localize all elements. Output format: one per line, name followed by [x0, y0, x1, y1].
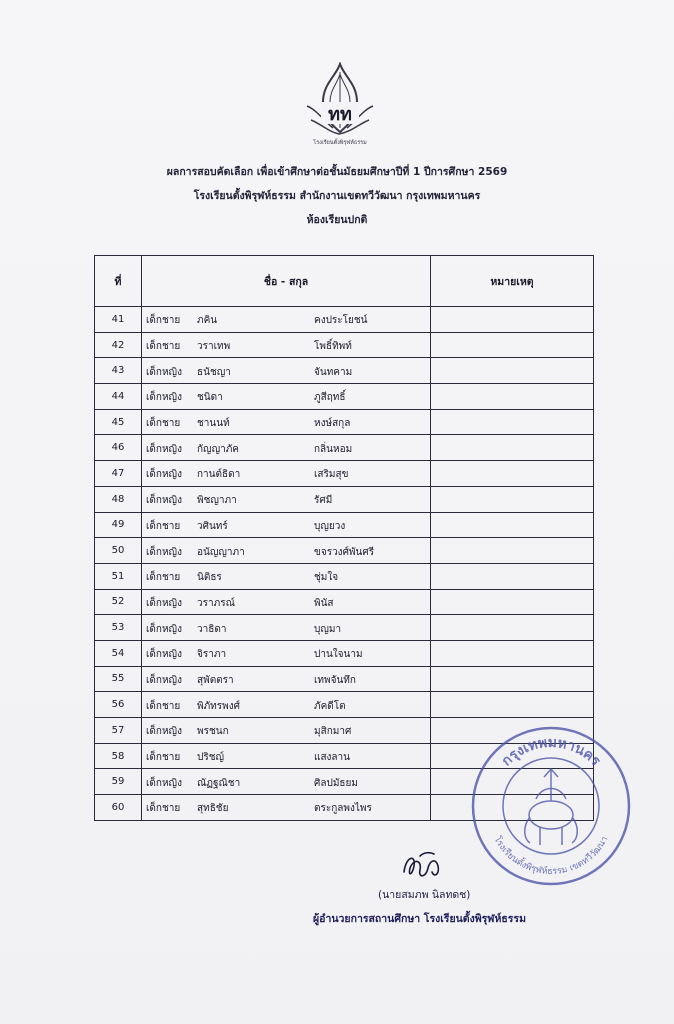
table-row [95, 384, 594, 410]
row-note [431, 692, 594, 718]
row-name-cell [142, 640, 431, 666]
row-name-cell [142, 384, 431, 410]
student-first-name: นิติธร [197, 572, 222, 584]
student-first-name: พิชญาภา [197, 495, 237, 507]
row-name-cell [142, 512, 431, 538]
table-row [95, 666, 594, 692]
table-row [95, 538, 594, 564]
student-prefix: เด็กหญิง [146, 366, 182, 378]
student-first-name: พิภัทรพงศ์ [197, 700, 240, 712]
row-note [431, 384, 594, 410]
row-name-cell [142, 435, 431, 461]
row-number: 44 [95, 384, 142, 410]
student-prefix: เด็กหญิง [146, 777, 182, 789]
student-prefix: เด็กหญิง [146, 674, 182, 686]
student-name [142, 744, 430, 768]
table-row [95, 615, 594, 641]
student-name [142, 795, 430, 819]
document-header [0, 160, 674, 232]
student-name [142, 436, 430, 460]
student-name [142, 384, 430, 408]
student-name [142, 461, 430, 485]
row-note [431, 538, 594, 564]
row-name-cell [142, 769, 431, 795]
row-name-cell [142, 409, 431, 435]
student-first-name: กัญญาภัค [197, 443, 239, 455]
student-name [142, 513, 430, 537]
student-prefix: เด็กหญิง [146, 623, 182, 635]
header-title: ผลการสอบคัดเลือก เพื่อเข้าศึกษาต่อชั้นมัธยมศึกษาปีที่ 1 ปีการศึกษา 2569 [166, 166, 508, 178]
student-last-name: ชุ่มใจ [314, 572, 339, 584]
row-number: 56 [95, 692, 142, 718]
row-number: 55 [95, 666, 142, 692]
student-last-name: เสริมสุข [314, 469, 349, 481]
student-last-name: พินัส [314, 597, 334, 609]
student-last-name: แสงลาน [314, 752, 351, 764]
student-prefix: เด็กชาย [146, 803, 181, 815]
table-row [95, 307, 594, 333]
student-last-name: ตระกูลพงไพร [314, 803, 372, 815]
student-name [142, 590, 430, 614]
row-name-cell [142, 538, 431, 564]
row-name-cell [142, 692, 431, 718]
signer-title: ผู้อำนวยการสถานศึกษา โรงเรียนตั้งพิรุฬห์ธรรม [313, 913, 526, 925]
seal-emblem-icon [525, 769, 578, 845]
signer-name: (นายสมภพ นิลทดช) [378, 889, 471, 901]
student-last-name: ภัคดีโต [314, 700, 346, 712]
student-first-name: ณัฏฐณิชา [197, 777, 241, 789]
signature [400, 848, 446, 882]
row-note [431, 332, 594, 358]
table-row [95, 409, 594, 435]
student-prefix: เด็กชาย [146, 418, 181, 430]
student-last-name: ปานใจนาม [314, 649, 363, 661]
student-name [142, 616, 430, 640]
student-prefix: เด็กหญิง [146, 597, 182, 609]
student-last-name: รัศมี [314, 495, 333, 507]
row-note [431, 435, 594, 461]
student-prefix: เด็กชาย [146, 752, 181, 764]
row-name-cell [142, 743, 431, 769]
table-row [95, 435, 594, 461]
student-prefix: เด็กชาย [146, 700, 181, 712]
student-first-name: กานต์ธิดา [197, 469, 241, 481]
student-first-name: สุพัตตรา [197, 674, 234, 686]
table-row [95, 589, 594, 615]
student-last-name: ขจรวงศ์พันศรี [314, 546, 375, 558]
student-prefix: เด็กหญิง [146, 649, 182, 661]
student-name [142, 770, 430, 794]
student-name [142, 564, 430, 588]
student-name [142, 359, 430, 383]
row-name-cell [142, 615, 431, 641]
row-number: 42 [95, 332, 142, 358]
row-number: 52 [95, 589, 142, 615]
student-last-name: ภูสีฤทธิ์ [314, 392, 346, 404]
row-name-cell [142, 563, 431, 589]
column-header-name: ชื่อ - สกุล [142, 256, 431, 307]
row-number: 51 [95, 563, 142, 589]
row-name-cell [142, 486, 431, 512]
column-header-number: ที่ [95, 256, 142, 307]
table-row [95, 563, 594, 589]
seal-top-text: กรุงเทพมหานคร [498, 734, 604, 770]
student-prefix: เด็กชาย [146, 520, 181, 532]
student-last-name: จันทคาม [314, 366, 353, 378]
row-number: 49 [95, 512, 142, 538]
row-note [431, 461, 594, 487]
column-header-note: หมายเหตุ [431, 256, 594, 307]
student-name [142, 641, 430, 665]
row-number: 57 [95, 718, 142, 744]
student-last-name: กลิ่นหอม [314, 443, 353, 455]
student-name [142, 410, 430, 434]
student-name [142, 718, 430, 742]
student-name [142, 487, 430, 511]
student-last-name: บุญมา [314, 623, 342, 635]
row-number: 43 [95, 358, 142, 384]
student-first-name: ปริชญ์ [197, 752, 225, 764]
seal-bottom-text: โรงเรียนตั้งพิรุฬห์ธรรม เขตทวีวัฒนา [491, 835, 611, 878]
row-name-cell [142, 332, 431, 358]
student-prefix: เด็กชาย [146, 315, 181, 327]
table-row [95, 486, 594, 512]
student-first-name: ภคิน [197, 315, 218, 327]
student-first-name: จิราภา [197, 649, 227, 661]
student-last-name: บุญยวง [314, 520, 346, 532]
row-number: 41 [95, 307, 142, 333]
student-first-name: อนัญญาภา [197, 546, 245, 558]
row-number: 54 [95, 640, 142, 666]
student-last-name: ศิลปมัธยม [314, 777, 358, 789]
row-number: 48 [95, 486, 142, 512]
student-first-name: วราเทพ [197, 341, 231, 353]
row-note [431, 640, 594, 666]
logo-subtext: โรงเรียนตั้งพิรุฬห์ธรรม [313, 140, 367, 146]
row-number: 59 [95, 769, 142, 795]
student-prefix: เด็กชาย [146, 341, 181, 353]
svg-text:กรุงเทพมหานคร [499, 735, 604, 770]
student-prefix: เด็กหญิง [146, 726, 182, 738]
row-number: 45 [95, 409, 142, 435]
row-note [431, 409, 594, 435]
student-prefix: เด็กหญิง [146, 392, 182, 404]
row-note [431, 563, 594, 589]
student-first-name: ธนัชญา [197, 366, 231, 378]
row-note [431, 615, 594, 641]
school-logo [303, 62, 377, 150]
table-row [95, 332, 594, 358]
table-row [95, 358, 594, 384]
row-name-cell [142, 589, 431, 615]
row-number: 50 [95, 538, 142, 564]
row-note [431, 358, 594, 384]
row-note [431, 307, 594, 333]
student-prefix: เด็กหญิง [146, 443, 182, 455]
student-first-name: สุทธิชัย [197, 803, 229, 815]
table-row [95, 512, 594, 538]
student-name [142, 693, 430, 717]
student-first-name: พรชนก [197, 726, 229, 738]
row-name-cell [142, 666, 431, 692]
student-first-name: วราภรณ์ [197, 597, 235, 609]
row-number: 46 [95, 435, 142, 461]
student-first-name: ชนิดา [197, 392, 223, 404]
student-last-name: คงประโยชน์ [314, 315, 368, 327]
student-last-name: มุสิกมาศ [314, 726, 352, 738]
table-header-row [95, 256, 594, 307]
row-name-cell [142, 718, 431, 744]
row-number: 58 [95, 743, 142, 769]
student-name [142, 333, 430, 357]
student-name [142, 539, 430, 563]
row-number: 60 [95, 795, 142, 821]
row-name-cell [142, 358, 431, 384]
header-class-type: ห้องเรียนปกติ [306, 214, 368, 226]
student-prefix: เด็กหญิง [146, 546, 182, 558]
student-first-name: วาธิดา [197, 623, 227, 635]
student-name [142, 307, 430, 331]
row-note [431, 486, 594, 512]
header-school: โรงเรียนตั้งพิรุฬห์ธรรม สำนักงานเขตทวีวัฒนา กรุงเทพมหานคร [193, 190, 481, 202]
row-note [431, 589, 594, 615]
student-name [142, 667, 430, 691]
row-name-cell [142, 795, 431, 821]
row-note [431, 512, 594, 538]
row-number: 53 [95, 615, 142, 641]
student-prefix: เด็กหญิง [146, 495, 182, 507]
table-row [95, 692, 594, 718]
row-name-cell [142, 307, 431, 333]
logo-text: ทท [328, 104, 352, 125]
row-name-cell [142, 461, 431, 487]
table-row [95, 461, 594, 487]
row-number: 47 [95, 461, 142, 487]
official-seal [470, 725, 632, 887]
student-prefix: เด็กหญิง [146, 469, 182, 481]
row-note [431, 666, 594, 692]
student-first-name: ชานนท์ [197, 418, 230, 430]
student-first-name: วศินทร์ [197, 520, 228, 532]
student-last-name: โพธิ์ทิพท์ [314, 341, 352, 353]
student-last-name: เทพจันทึก [314, 674, 356, 686]
student-last-name: หงษ์สกุล [314, 418, 351, 430]
table-row [95, 640, 594, 666]
student-prefix: เด็กชาย [146, 572, 181, 584]
